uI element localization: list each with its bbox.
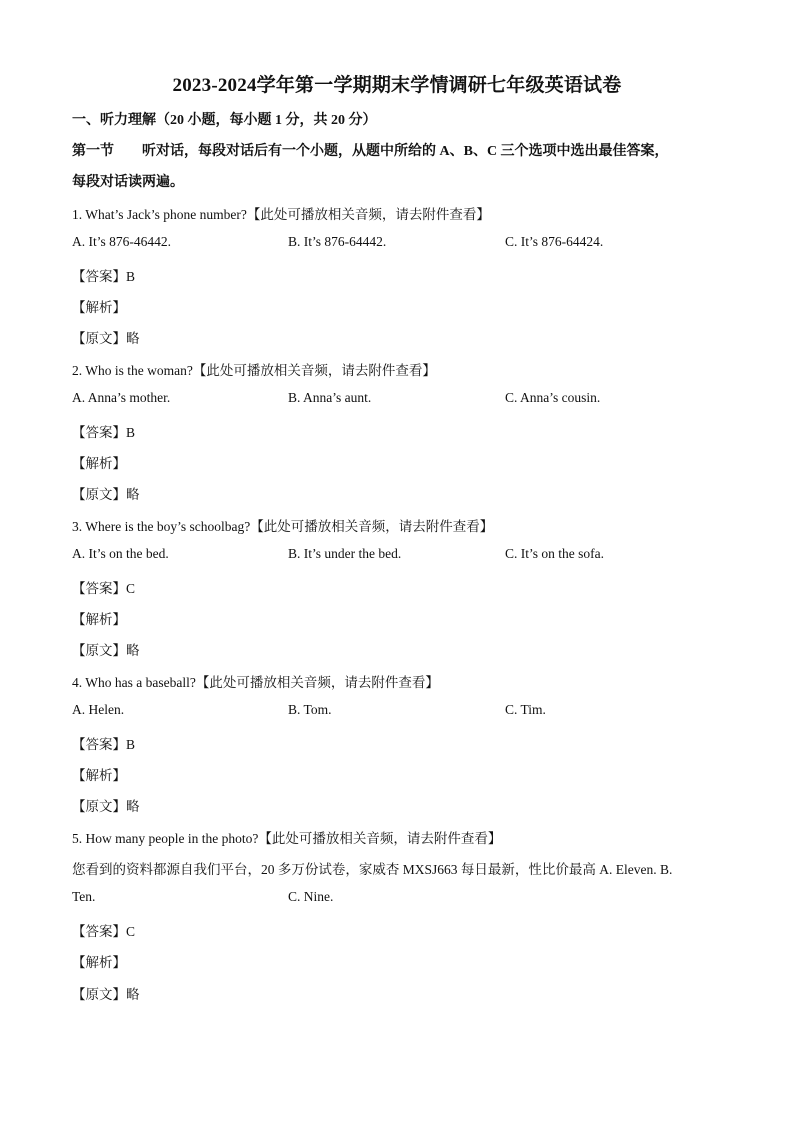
original-text-line: 【原文】略 [72,987,140,1002]
section-label: 第一节 [72,144,114,159]
instruction-line-1: 听对话，每段对话后有一个小题，从题中所给的 A、B、C 三个选项中选出最佳答案， [142,144,669,159]
option-a: A. Anna’s mother. [72,390,171,405]
instruction-line-2: 每段对话读两遍。 [72,175,184,190]
page-title: 2023-2024学年第一学期期末学情调研七年级英语试卷 [172,75,622,96]
question-stem: 2. Who is the woman?【此处可播放相关音频，请去附件查看】 [72,363,436,378]
question-stem: 1. What’s Jack’s phone number?【此处可播放相关音频，请去附件查看】 [72,207,490,222]
analysis-line: 【解析】 [72,768,126,783]
option-b: B. It’s under the bed. [288,546,402,561]
option-c: C. Tim. [505,702,546,717]
analysis-line: 【解析】 [72,612,126,627]
original-text-line: 【原文】略 [72,799,140,814]
option-a: A. It’s on the bed. [72,546,169,561]
analysis-line: 【解析】 [72,456,126,471]
original-text-line: 【原文】略 [72,643,140,658]
option-c: C. Anna’s cousin. [505,390,601,405]
answer-line: 【答案】B [72,737,136,752]
original-text-line: 【原文】略 [72,331,140,346]
analysis-line: 【解析】 [72,955,126,970]
part-heading: 一、听力理解（20 小题，每小题 1 分，共 20 分） [72,113,377,128]
question-stem: 5. How many people in the photo?【此处可播放相关音频，请去附件查看】 [72,831,502,846]
analysis-line: 【解析】 [72,300,126,315]
option-b: B. Tom. [288,702,332,717]
watermark-ad-line: 您看到的资料都源自我们平台，20 多万份试卷，家威杏 MXSJ663 每日最新，性比价最高 A. Eleven. B. [72,862,673,877]
question-stem: 4. Who has a baseball?【此处可播放相关音频，请去附件查看】 [72,675,439,690]
option-c: C. It’s on the sofa. [505,546,604,561]
answer-line: 【答案】B [72,269,136,284]
question-stem: 3. Where is the boy’s schoolbag?【此处可播放相关音频，请去附件查看】 [72,519,494,534]
option-b: B. Anna’s aunt. [288,390,372,405]
option-a: A. It’s 876-46442. [72,234,171,249]
option-b: B. It’s 876-64442. [288,234,387,249]
answer-line: 【答案】C [72,924,136,939]
original-text-line: 【原文】略 [72,487,140,502]
option-c: C. It’s 876-64424. [505,234,604,249]
option-c: C. Nine. [288,889,334,904]
option-b-continuation: Ten. [72,889,96,904]
answer-line: 【答案】C [72,581,136,596]
answer-line: 【答案】B [72,425,136,440]
option-a: A. Helen. [72,702,125,717]
